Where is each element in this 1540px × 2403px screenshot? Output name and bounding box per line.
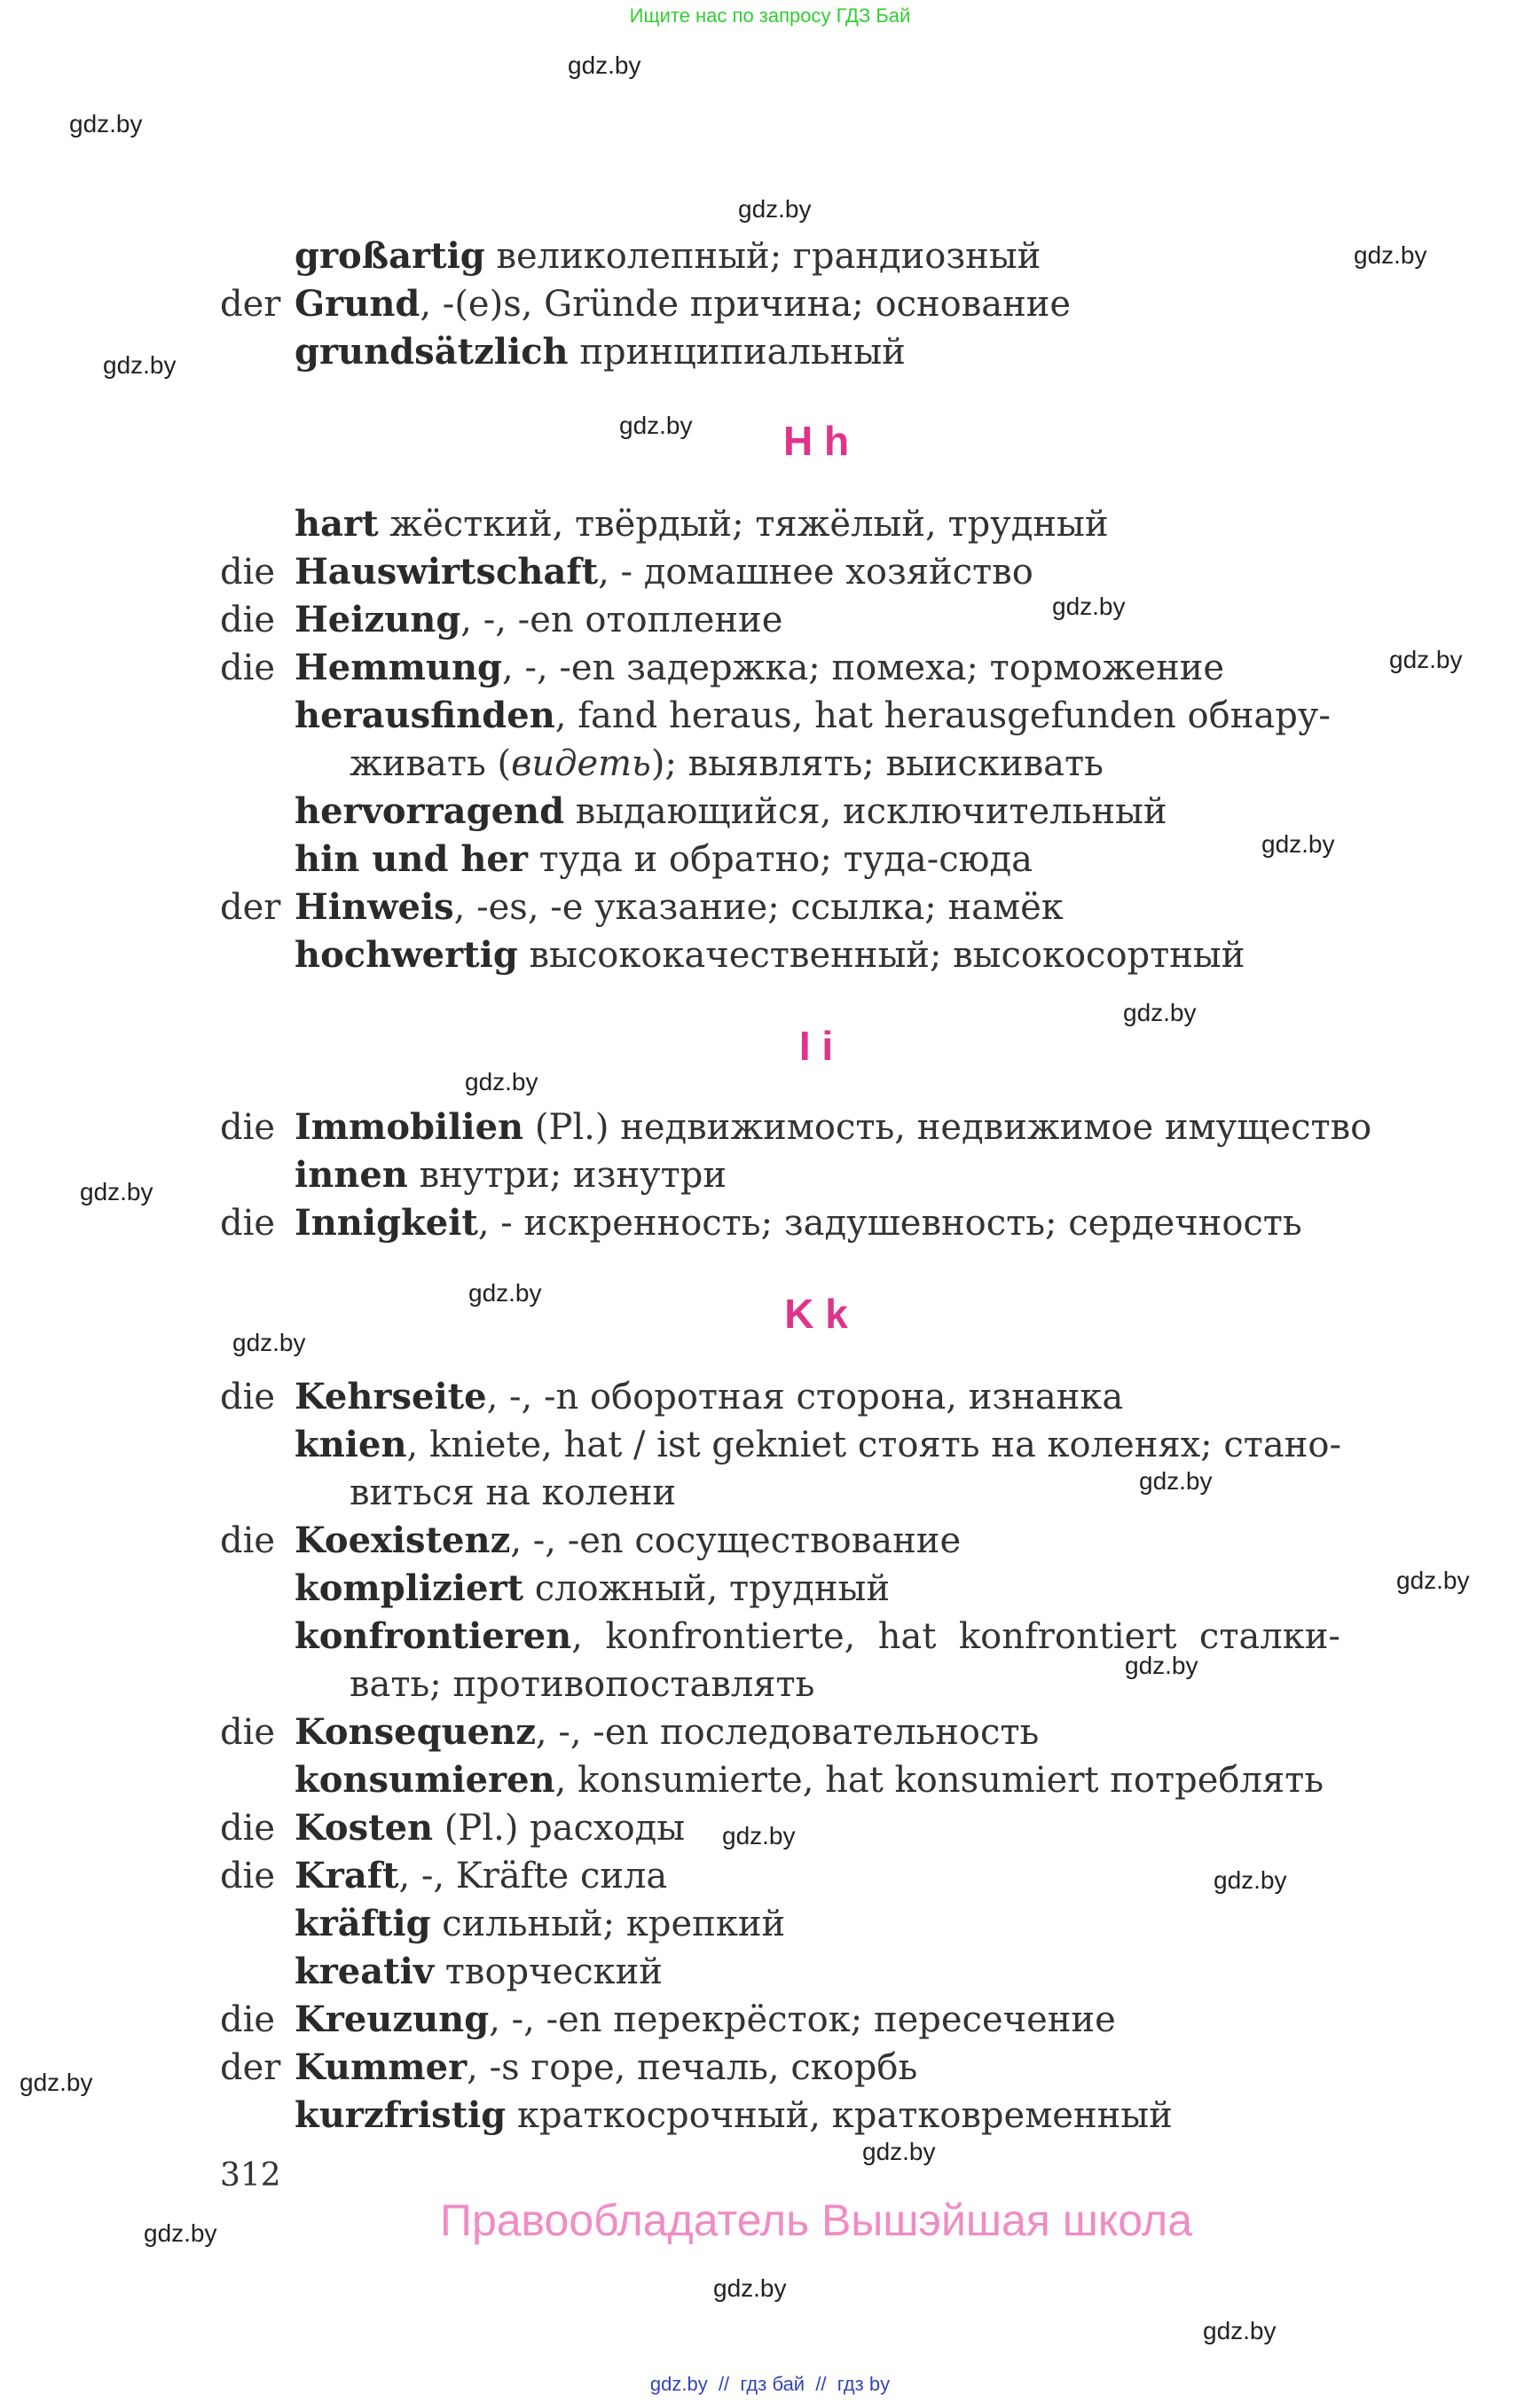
definition: , konfrontierte, hat konfrontiert сталки- [571,1616,1340,1657]
definition: туда и обратно; туда-сюда [527,839,1033,880]
watermark: gdz.by [619,412,693,439]
definition: , -, -en сосуществование [510,1520,962,1561]
definition: , -, -n оборотная сторона, изнанка [486,1377,1124,1417]
article: der [220,284,281,325]
entry [0,1756,1540,1804]
entry [0,836,1540,883]
definition: сложный, трудный [523,1568,891,1609]
definition: творческий [434,1951,663,1992]
watermark: gdz.by [232,1329,306,1356]
watermark: gdz.by [568,51,641,79]
definition: выдающийся, исключительный [564,791,1167,832]
watermark: gdz.by [738,195,812,223]
headword: hochwertig [295,934,518,976]
headword: Kehrseite [295,1376,487,1417]
entry [0,788,1540,836]
definition: (Pl.) расходы [433,1808,686,1849]
article: die [220,1856,276,1896]
article: die [220,600,276,640]
entry [0,2044,1540,2092]
entry [0,1948,1540,1996]
entry [0,1373,1540,1421]
article: der [220,2047,281,2088]
headword: Immobilien [295,1106,524,1148]
headword: Hauswirtschaft [295,551,599,593]
entry [0,1852,1540,1900]
entry [0,931,1540,979]
verb-note: видеть [511,743,651,784]
definition: внутри; изнутри [407,1155,727,1196]
headword: Konsequenz [295,1711,536,1753]
article: die [220,648,276,688]
watermark: gdz.by [1052,593,1126,620]
headword: kurzfristig [295,2094,507,2136]
definition: жёсткий, твёрдый; тяжёлый, трудный [378,504,1109,545]
entry [0,1421,1540,1517]
article: die [220,552,276,593]
headword: konsumieren [295,1759,555,1801]
entry [0,596,1540,644]
section-g-entries [0,232,1540,376]
headword: kräftig [295,1903,431,1944]
watermark: gdz.by [1389,646,1463,673]
article: die [220,1520,276,1561]
watermark: gdz.by [69,110,143,137]
article: die [220,1712,276,1753]
page-number: 312 [220,2157,281,2194]
headword: hart [295,503,379,545]
headword: großartig [295,235,485,277]
entry [0,1804,1540,1852]
headword: hin und her [295,838,528,880]
headword: Kreuzung [295,1999,490,2040]
watermark: gdz.by [80,1178,153,1205]
watermark: gdz.by [1396,1567,1470,1594]
top-banner: Ищите нас по запросу ГДЗ Бай [629,4,911,27]
entry [0,692,1540,788]
section-letter-i: I i [798,1023,834,1069]
entry [0,548,1540,596]
definition: , fand heraus, hat herausgefunden обнару- [554,695,1331,736]
entry [0,1199,1540,1247]
definition: , -es, -e указание; ссылка; намёк [453,887,1064,928]
headword: innen [295,1154,408,1196]
entry [0,1708,1540,1756]
entry [0,1151,1540,1199]
definition: , -, -en отопление [460,600,783,640]
entry [0,1613,1540,1708]
watermark: gdz.by [465,1068,538,1095]
watermark: gdz.by [1123,999,1197,1026]
definition-continuation: вать; противопоставлять [350,1664,815,1705]
definition: сильный; крепкий [430,1904,786,1944]
headword: kreativ [295,1951,435,1992]
section-k-entries [0,1373,1540,2140]
article: die [220,1203,276,1244]
watermark: gdz.by [20,2069,93,2096]
definition: , -, -en задержка; помеха; торможение [502,648,1225,688]
entry [0,1900,1540,1948]
definition: , -s горе, печаль, скорбь [467,2047,918,2088]
article: die [220,1377,276,1417]
definition: принципиальный [568,332,906,373]
definition: , -(e)s, Gründe причина; основание [420,284,1072,325]
section-i-entries [0,1103,1540,1247]
definition: (Pl.) недвижимость, недвижимое имущество [523,1107,1372,1148]
headword: Hemmung [295,647,503,688]
headword: konfrontieren [295,1615,572,1657]
headword: Kosten [295,1807,434,1849]
definition-continuation: виться на колени [350,1472,677,1513]
watermark: gdz.by [144,2219,217,2247]
watermark: gdz.by [1261,830,1335,858]
entry [0,328,1540,376]
definition: , kniete, hat / ist gekniet стоять на коленях; стано- [406,1425,1341,1465]
article: die [220,1808,276,1849]
entry [0,232,1540,280]
entry [0,1996,1540,2044]
entry [0,280,1540,328]
entry [0,1565,1540,1613]
headword: Kummer [295,2046,468,2088]
watermark: gdz.by [1125,1652,1198,1679]
section-h-entries [0,500,1540,979]
definition: великолепный; грандиозный [484,236,1041,277]
definition-continuation: живать (видеть); выявлять; выискивать [350,743,1104,784]
copyright-notice: Правообладатель Вышэйшая школа [440,2195,1192,2245]
definition: , - искренность; задушевность; сердечность [477,1203,1302,1244]
entry [0,883,1540,931]
watermark: gdz.by [862,2138,936,2165]
entry [0,500,1540,548]
section-letter-h: H h [782,418,850,464]
definition: , - домашнее хозяйство [598,552,1033,593]
watermark: gdz.by [103,351,177,379]
article: die [220,1107,276,1148]
entry [0,1517,1540,1565]
article: die [220,1999,276,2040]
watermark: gdz.by [1203,2317,1277,2344]
definition: краткосрочный, кратковременный [506,2095,1173,2136]
watermark: gdz.by [713,2274,787,2302]
entry [0,644,1540,692]
section-letter-k: K k [784,1291,848,1337]
definition: , -, -en перекрёсток; пересечение [489,1999,1116,2040]
headword: Heizung [295,599,461,640]
watermark: gdz.by [468,1279,542,1307]
headword: knien [295,1424,407,1465]
definition: высококачественный; высокосортный [517,935,1245,976]
definition: , -, -en последовательность [535,1712,1040,1753]
headword: herausfinden [295,695,555,736]
headword: kompliziert [295,1567,523,1609]
headword: Kraft [295,1855,399,1896]
footer-links[interactable]: gdz.by // гдз бай // гдз by [649,2373,891,2395]
definition: , -, Kräfte сила [398,1856,668,1896]
definition: , konsumierte, hat konsumiert потреблять [554,1760,1324,1801]
article: der [220,887,281,928]
watermark: gdz.by [1214,1866,1287,1894]
headword: Innigkeit [295,1202,478,1244]
entry [0,2092,1540,2140]
entry [0,1103,1540,1151]
headword: Koexistenz [295,1520,511,1561]
headword: grundsätzlich [295,331,569,373]
watermark: gdz.by [722,1822,796,1849]
watermark: gdz.by [1354,241,1427,269]
headword: Grund [295,283,420,325]
headword: hervorragend [295,790,565,832]
headword: Hinweis [295,886,454,928]
watermark: gdz.by [1139,1467,1213,1495]
